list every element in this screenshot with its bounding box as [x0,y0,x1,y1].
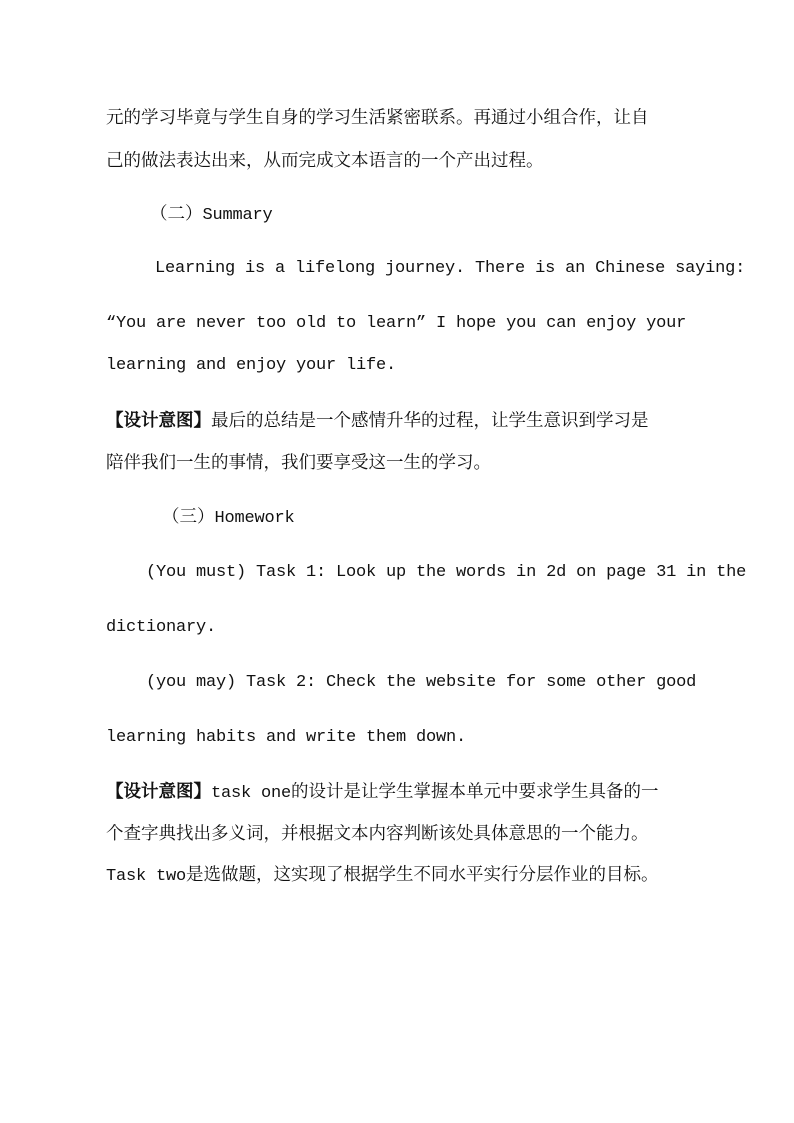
summary-line1 [155,257,745,281]
intent2-line3 [106,863,659,889]
summary-line2-text: “You are never too old to learn” I hope you can enjoy your [106,314,687,333]
summary-line2 [106,312,686,336]
intent1-line2-text: 陪伴我们一生的事情，我们要享受这一生的学习。 [106,453,491,473]
task2-line1-text: (you may) Task 2: Check the website for some other good [146,673,697,692]
intent2-line1-text: 的设计是让学生掌握本单元中要求学生具备的一 [291,782,659,802]
task2-line2 [106,726,466,750]
intent2-task-two: Task two [106,867,187,886]
summary-heading-text: Summary [202,206,273,225]
intent1-line2 [106,451,491,475]
homework-heading [162,505,295,531]
task1-line1-text: (You must) Task 1: Look up the words in 2d on page 31 in the [146,563,747,582]
design-intent-label: 【设计意图】 [106,782,211,802]
homework-heading-text: Homework [214,509,295,528]
intent1-line1-text: 最后的总结是一个感情升华的过程，让学生意识到学习是 [211,411,649,431]
summary-line1-text: Learning is a lifelong journey. There is an Chinese saying: [155,259,746,278]
summary-heading-number: （二） [150,204,203,224]
summary-heading [150,202,273,228]
intent2-line2-text: 个查字典找出多义词，并根据文本内容判断该处具体意思的一个能力。 [106,824,649,844]
para1-line2-text: 己的做法表达出来，从而完成文本语言的一个产出过程。 [106,151,544,171]
intent1-line1 [106,409,649,433]
para1-line1 [106,106,649,130]
summary-line3-text: learning and enjoy your life. [106,356,397,375]
intent2-line1 [106,780,659,806]
para1-line1-text: 元的学习毕竟与学生自身的学习生活紧密联系。再通过小组合作，让自 [106,108,649,128]
task1-line2 [106,616,216,640]
summary-line3 [106,354,396,378]
intent2-line2 [106,822,649,846]
para1-line2 [106,149,544,173]
task2-line2-text: learning habits and write them down. [106,728,467,747]
task1-line2-text: dictionary. [106,618,217,637]
intent2-task-one: task one [211,784,292,803]
task2-line1 [146,671,696,695]
homework-heading-number: （三） [162,507,215,527]
intent2-line3-text: 是选做题，这实现了根据学生不同水平实行分层作业的目标。 [186,865,659,885]
task1-line1 [146,561,746,585]
design-intent-label: 【设计意图】 [106,411,211,431]
